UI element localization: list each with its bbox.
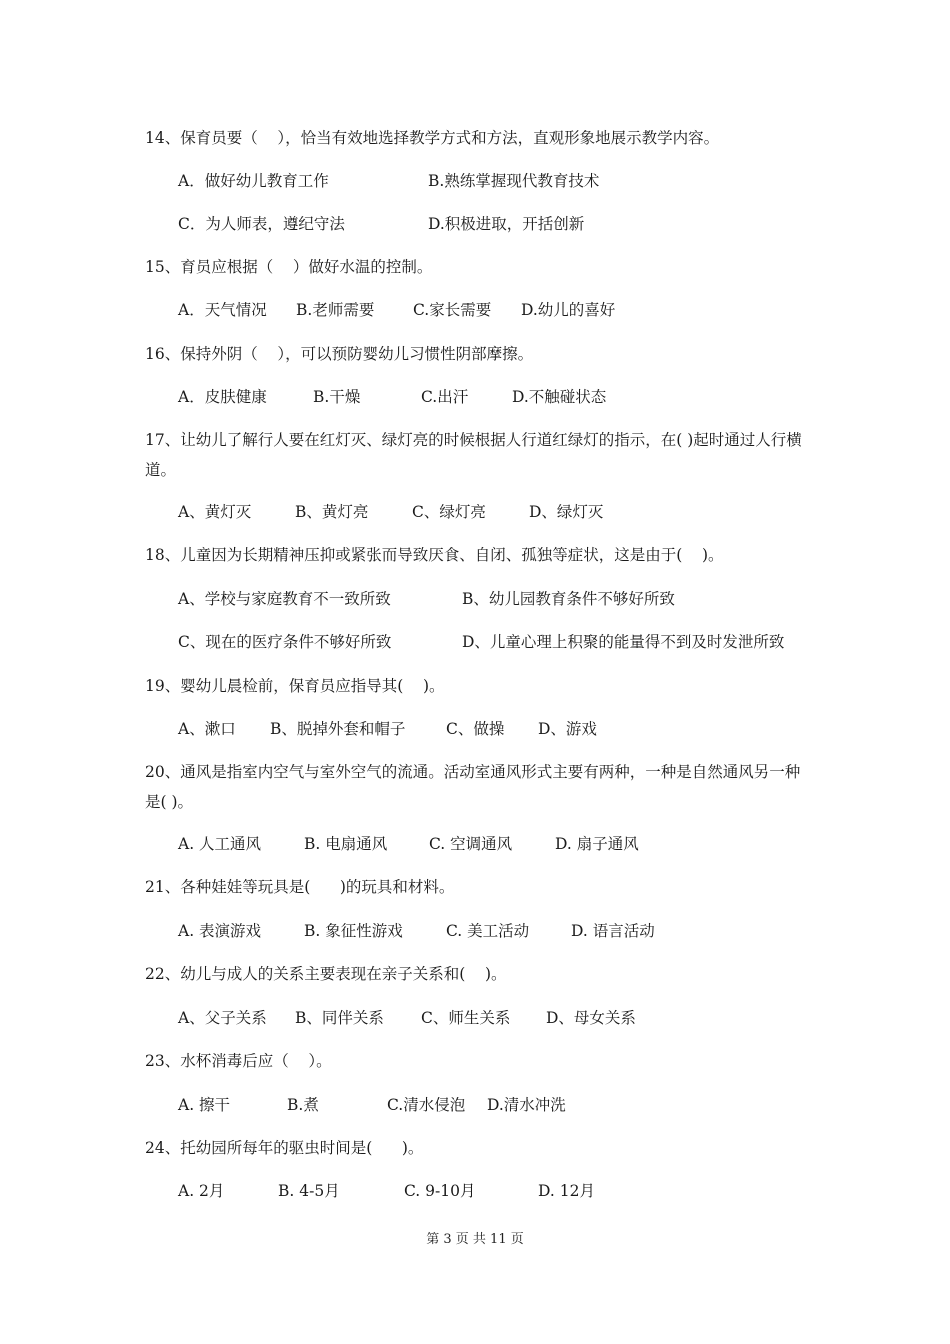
question-19-option-c: C、做操 bbox=[446, 720, 505, 738]
question-14-option-d: D.积极进取，开括创新 bbox=[428, 215, 585, 233]
question-15-option-d: D.幼儿的喜好 bbox=[521, 301, 616, 319]
question-24-option-c: C. 9-10月 bbox=[404, 1182, 476, 1200]
question-22-option-c: C、师生关系 bbox=[421, 1009, 511, 1027]
question-22-option-a: A、父子关系 bbox=[178, 1009, 267, 1027]
question-22-stem: 22、幼儿与成人的关系主要表现在亲子关系和( )。 bbox=[145, 965, 507, 983]
question-21-option-d: D. 语言活动 bbox=[571, 922, 655, 940]
question-14-stem: 14、保育员要（ ），恰当有效地选择教学方式和方法，直观形象地展示教学内容。 bbox=[145, 129, 720, 147]
question-20-option-b: B. 电扇通风 bbox=[304, 835, 388, 853]
question-19-option-d: D、游戏 bbox=[538, 720, 597, 738]
question-19-stem: 19、婴幼儿晨检前，保育员应指导其( )。 bbox=[145, 677, 445, 695]
question-20-option-c: C. 空调通风 bbox=[429, 835, 513, 853]
question-23-option-a: A. 擦干 bbox=[178, 1096, 231, 1114]
question-24-option-b: B. 4-5月 bbox=[278, 1182, 340, 1200]
question-24-option-d: D. 12月 bbox=[538, 1182, 595, 1200]
question-18-option-d: D、儿童心理上积聚的能量得不到及时发泄所致 bbox=[462, 633, 785, 651]
question-23-option-b: B.煮 bbox=[287, 1096, 319, 1114]
question-17-option-b: B、黄灯亮 bbox=[295, 503, 369, 521]
question-21-option-c: C. 美工活动 bbox=[446, 922, 530, 940]
question-23-option-d: D.清水冲洗 bbox=[487, 1096, 566, 1114]
question-14-option-b: B.熟练掌握现代教育技术 bbox=[428, 172, 600, 190]
question-20-stem: 20、通风是指室内空气与室外空气的流通。活动室通风形式主要有两种，一种是自然通风另一种是( )。 bbox=[145, 763, 801, 811]
question-16-option-a: A．皮肤健康 bbox=[178, 388, 267, 406]
question-18-option-a: A、学校与家庭教育不一致所致 bbox=[178, 590, 391, 608]
question-21-option-a: A. 表演游戏 bbox=[178, 922, 262, 940]
question-15-option-c: C.家长需要 bbox=[413, 301, 492, 319]
question-22-option-d: D、母女关系 bbox=[546, 1009, 636, 1027]
question-16-option-d: D.不触碰状态 bbox=[512, 388, 607, 406]
question-16-stem: 16、保持外阴（ ），可以预防婴幼儿习惯性阴部摩擦。 bbox=[145, 345, 534, 363]
question-21-option-b: B. 象征性游戏 bbox=[304, 922, 403, 940]
question-18-option-b: B、幼儿园教育条件不够好所致 bbox=[462, 590, 675, 608]
question-21-stem: 21、各种娃娃等玩具是( )的玩具和材料。 bbox=[145, 878, 455, 896]
question-19-option-a: A、漱口 bbox=[178, 720, 236, 738]
question-16-option-c: C.出汗 bbox=[421, 388, 469, 406]
question-15-option-b: B.老师需要 bbox=[296, 301, 375, 319]
question-17-option-c: C、绿灯亮 bbox=[412, 503, 486, 521]
question-20-option-d: D. 扇子通风 bbox=[555, 835, 639, 853]
question-17-stem: 17、让幼儿了解行人要在红灯灭、绿灯亮的时候根据人行道红绿灯的指示，在( )起时通过人行横道。 bbox=[145, 431, 802, 479]
question-15-option-a: A．天气情况 bbox=[178, 301, 267, 319]
question-14-option-c: C．为人师表，遵纪守法 bbox=[178, 215, 345, 233]
question-23-stem: 23、水杯消毒后应（ ）。 bbox=[145, 1052, 332, 1070]
question-23-option-c: C.清水侵泡 bbox=[387, 1096, 466, 1114]
question-15-stem: 15、育员应根据（ ）做好水温的控制。 bbox=[145, 258, 433, 276]
question-18-option-c: C、现在的医疗条件不够好所致 bbox=[178, 633, 392, 651]
question-19-option-b: B、脱掉外套和帽子 bbox=[270, 720, 406, 738]
question-24-stem: 24、托幼园所每年的驱虫时间是( )。 bbox=[145, 1139, 424, 1157]
question-17-option-a: A、黄灯灭 bbox=[178, 503, 252, 521]
question-24-option-a: A. 2月 bbox=[178, 1182, 225, 1200]
question-22-option-b: B、同伴关系 bbox=[295, 1009, 384, 1027]
question-20-option-a: A. 人工通风 bbox=[178, 835, 262, 853]
question-17-option-d: D、绿灯灭 bbox=[529, 503, 604, 521]
page-footer: 第 3 页 共 11 页 bbox=[426, 1232, 524, 1247]
question-14-option-a: A．做好幼儿教育工作 bbox=[178, 172, 329, 190]
question-18-stem: 18、儿童因为长期精神压抑或紧张而导致厌食、自闭、孤独等症状，这是由于( )。 bbox=[145, 546, 724, 564]
question-16-option-b: B.干燥 bbox=[313, 388, 361, 406]
